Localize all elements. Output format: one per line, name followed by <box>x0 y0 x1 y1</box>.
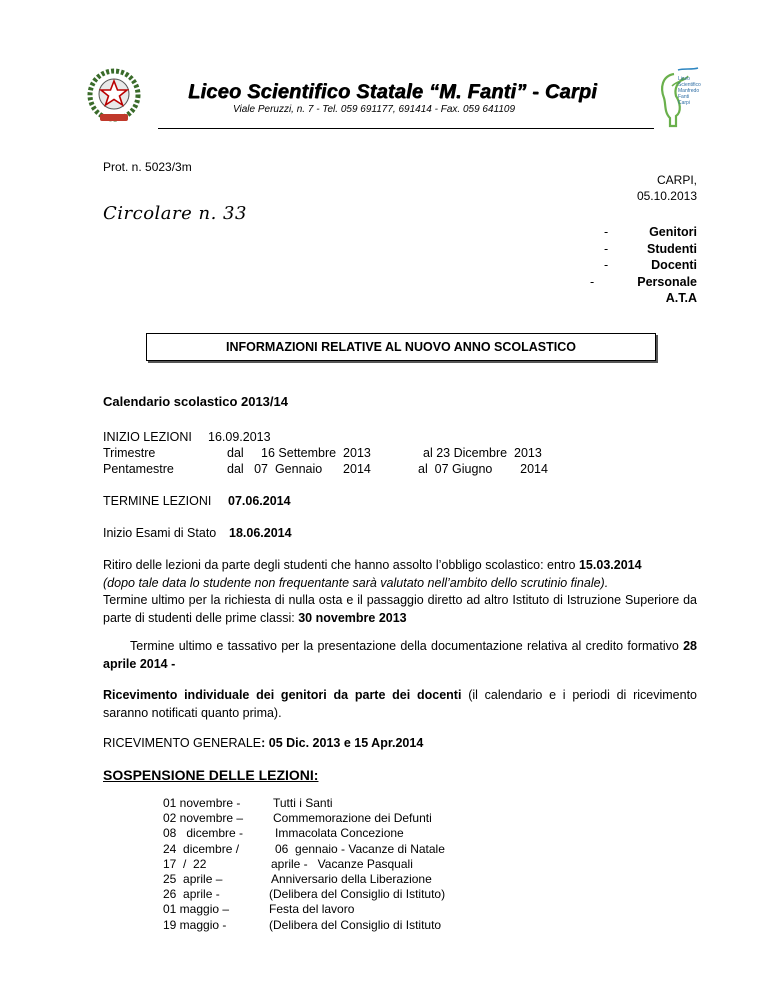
recipient-label: Genitori <box>649 225 697 239</box>
school-name: Liceo Scientifico Statale “M. Fanti” - Carpi <box>188 81 597 103</box>
pentamestre-to: al 07 Giugno 2014 <box>418 462 548 476</box>
recipient-item <box>590 290 697 307</box>
place: CARPI, <box>656 173 697 187</box>
ricevimento-rest: (il calendario e i periodi di ricevimento saranno notificati quanto prima). <box>103 688 697 720</box>
recipient-item: - Personale <box>590 274 697 289</box>
sospensione-date: 01 maggio – <box>163 902 230 917</box>
sospensione-row <box>163 918 445 933</box>
logo-text-line: Scientifico <box>678 82 701 88</box>
recipient-label: A.T.A <box>665 291 697 305</box>
inizio-value: 16.09.2013 <box>208 430 271 444</box>
sospensione-desc: Festa del lavoro <box>269 902 355 917</box>
recipient-item: - Genitori <box>604 225 697 239</box>
esami-label: Inizio Esami di Stato <box>103 526 217 540</box>
ricevimento-bold: Ricevimento individuale dei genitori da parte dei docenti <box>103 688 462 702</box>
ricevimento-generale <box>103 736 423 750</box>
sospensione-list <box>163 796 445 933</box>
trimestre-label: Trimestre <box>103 446 156 460</box>
calendar-heading: Calendario scolastico 2013/14 <box>103 394 288 409</box>
sospensione-date: 08 dicembre - <box>163 826 244 841</box>
credito-paragraph <box>103 638 697 673</box>
pentamestre-label: Pentamestre <box>103 462 174 476</box>
credito-text: Termine ultimo e tassativo per la presentazione della documentazione relativa al credito formativo <box>130 639 684 653</box>
sospensione-desc: aprile - Vacanze Pasquali <box>271 856 413 871</box>
logo-text-line: Liceo <box>678 76 690 82</box>
sospensione-date: 24 dicembre / <box>163 841 240 856</box>
nulla-osta-text: Termine ultimo per la richiesta di nulla osta e il passaggio diretto ad altro Istituto di Istruzione Superiore da parte di studenti delle prime classi: <box>103 593 697 625</box>
sospensione-date: 17 / 22 <box>163 856 207 871</box>
section-title-box: INFORMAZIONI RELATIVE AL NUOVO ANNO SCOLASTICO <box>146 333 656 361</box>
logo-text-line: Manfredo <box>678 88 700 94</box>
credito-date: 28 aprile 2014 - <box>103 639 697 671</box>
sospensione-desc: Tutti i Santi <box>273 796 333 810</box>
recipient-label: Docenti <box>651 258 697 272</box>
sospensione-desc: (Delibera del Consiglio di Istituto <box>269 917 442 932</box>
ricevimento-paragraph <box>103 687 697 722</box>
trimestre-from: dal 16 Settembre 2013 <box>227 446 371 460</box>
sospensione-row <box>163 811 445 826</box>
sospensione-desc: Anniversario della Liberazione <box>271 872 432 887</box>
termine-label: TERMINE LEZIONI <box>103 494 212 508</box>
recipient-label: Studenti <box>647 241 697 256</box>
republic-emblem-icon <box>84 67 144 127</box>
recipient-item: - Studenti <box>604 241 697 256</box>
sospensione-date: 26 aprile - <box>163 887 220 902</box>
logo-text-line: Fanti <box>678 94 690 100</box>
generale-label: RICEVIMENTO GENERALE <box>103 736 262 750</box>
ritiro-note: (dopo tale data lo studente non frequentante sarà valutato nell’ambito dello scrutinio finale). <box>103 575 609 590</box>
circolare-number: Circolare n. 33 <box>103 203 247 224</box>
sospensione-date: 19 maggio - <box>163 917 227 932</box>
date: 05.10.2013 <box>636 189 697 203</box>
recipients-list <box>590 224 697 307</box>
logo-text-line: Carpi <box>678 100 690 106</box>
sospensione-row <box>163 902 445 917</box>
sospensione-date: 25 aprile – <box>163 872 223 887</box>
ritiro-paragraph <box>103 557 697 627</box>
sospensione-desc: Immacolata Concezione <box>275 826 404 841</box>
recipient-item: - Docenti <box>604 258 697 272</box>
sospensione-desc: 06 gennaio - Vacanze di Natale <box>275 841 445 856</box>
sospensione-heading: SOSPENSIONE DELLE LEZIONI: <box>103 767 319 783</box>
ritiro-text: Ritiro delle lezioni da parte degli studenti che hanno assolto l’obbligo scolastico: entro <box>103 558 579 572</box>
sospensione-row <box>163 826 445 841</box>
sospensione-desc: (Delibera del Consiglio di Istituto) <box>269 887 446 902</box>
sospensione-row <box>163 842 445 857</box>
generale-value: : 05 Dic. 2013 e 15 Apr.2014 <box>261 736 424 750</box>
pentamestre-from: dal 07 Gennaio 2014 <box>227 462 371 476</box>
sospensione-row <box>163 887 445 902</box>
sospensione-date: 01 novembre - <box>163 796 241 810</box>
sospensione-row <box>163 872 445 887</box>
sospensione-row <box>163 796 445 811</box>
esami-value: 18.06.2014 <box>229 526 292 540</box>
nulla-osta-date: 30 novembre 2013 <box>298 610 407 625</box>
place-date <box>637 172 697 204</box>
termine-value: 07.06.2014 <box>228 494 291 508</box>
sospensione-desc: Commemorazione dei Defunti <box>273 811 432 826</box>
protocol-number: Prot. n. 5023/3m <box>103 160 192 174</box>
ritiro-date: 15.03.2014 <box>578 558 642 572</box>
sospensione-row <box>163 857 445 872</box>
recipient-label: Personale <box>637 274 697 289</box>
school-address: Viale Peruzzi, n. 7 - Tel. 059 691177, 691414 - Fax. 059 641109 <box>233 104 516 115</box>
inizio-label: INIZIO LEZIONI <box>103 430 192 444</box>
school-logo-icon <box>654 66 710 128</box>
trimestre-to: al 23 Dicembre 2013 <box>423 446 542 460</box>
header-divider <box>158 128 654 129</box>
sospensione-date: 02 novembre – <box>163 811 244 826</box>
